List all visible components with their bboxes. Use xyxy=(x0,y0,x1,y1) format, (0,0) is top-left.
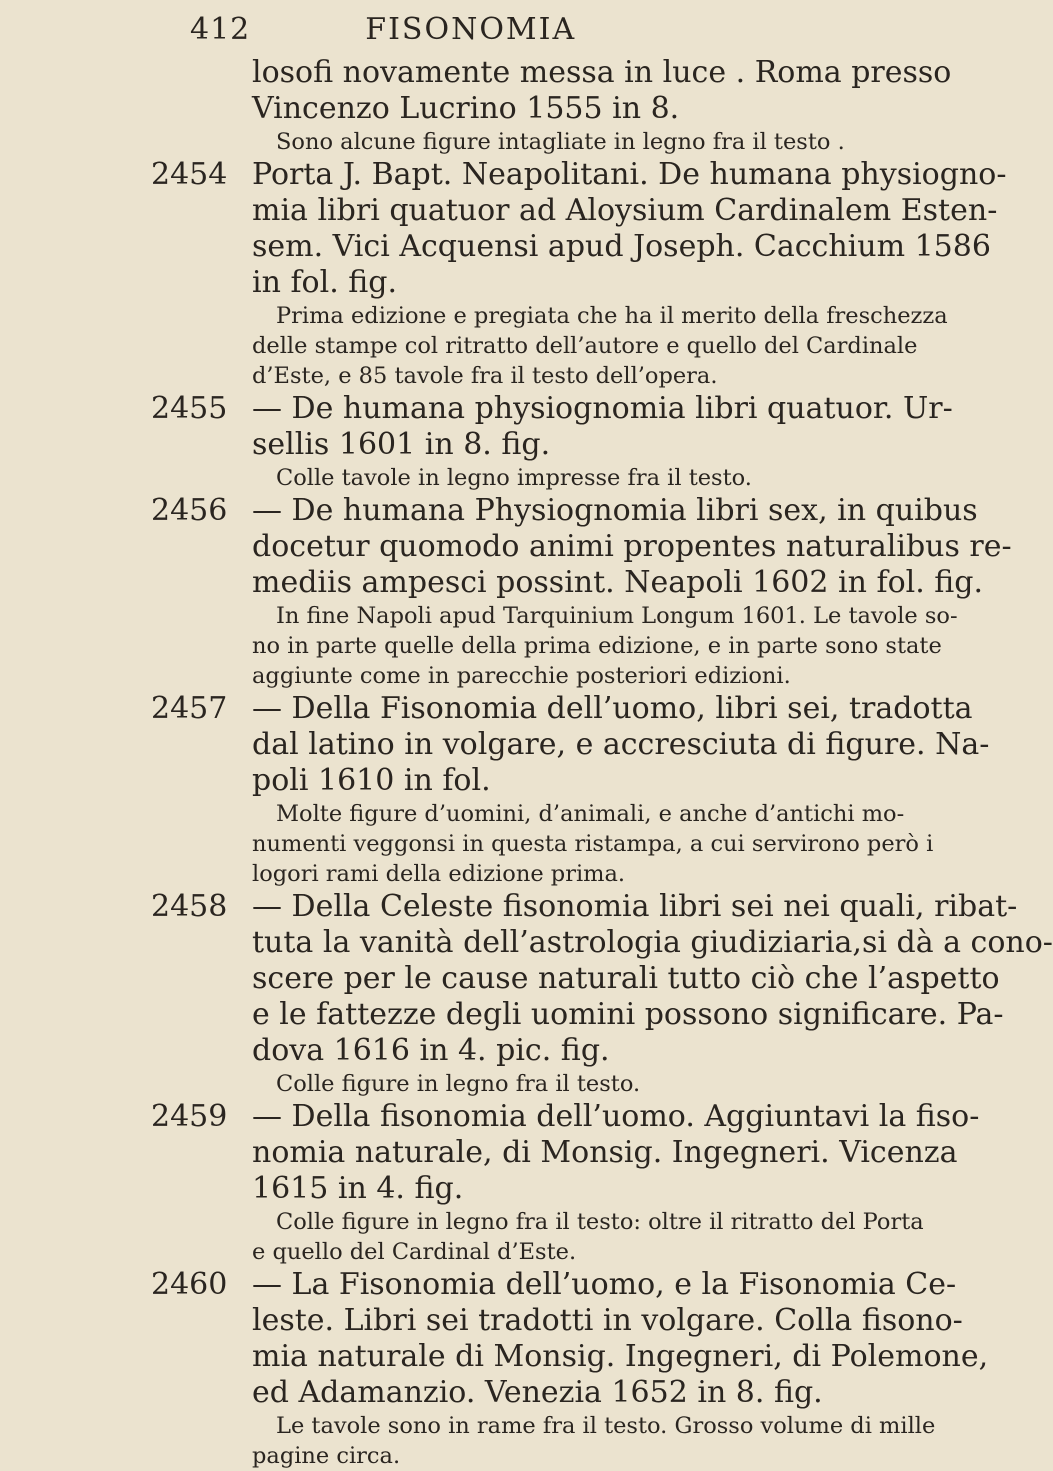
line-text: dal latino in volgare, e accresciuta di figure. Na- xyxy=(252,727,990,762)
note-line xyxy=(0,331,918,361)
text-line xyxy=(0,493,978,529)
line-text: losofi novamente messa in luce . Roma presso xyxy=(252,55,952,90)
page-body xyxy=(0,55,1053,1471)
line-text: docetur quomodo animi propentes naturalibus re- xyxy=(252,529,1012,564)
note-line xyxy=(0,127,845,157)
note-line xyxy=(0,1441,800,1471)
line-text: Sono alcune figure intagliate in legno fra il testo . xyxy=(276,129,845,155)
text-line xyxy=(0,55,952,91)
entry-number: 2459 xyxy=(151,1099,228,1134)
text-line xyxy=(0,157,1007,193)
text-line xyxy=(0,1375,823,1411)
line-text: scere per le cause naturali tutto ciò che l’aspetto xyxy=(252,961,1000,996)
line-text: poli 1610 in fol. xyxy=(252,763,491,798)
note-line xyxy=(0,361,800,391)
line-text: sellis 1601 in 8. fig. xyxy=(252,427,551,462)
line-text: ed Adamanzio. Venezia 1652 in 8. fig. xyxy=(252,1375,823,1410)
line-text: — Della Fisonomia dell’uomo, libri sei, tradotta xyxy=(252,691,973,726)
text-line xyxy=(0,691,973,727)
line-text: d’Este, e 85 tavole fra il testo dell’opera. xyxy=(252,363,718,389)
note-line xyxy=(0,829,934,859)
text-line xyxy=(0,1339,989,1375)
line-text: mediis ampesci possint. Neapoli 1602 in fol. fig. xyxy=(252,565,984,600)
text-line xyxy=(0,529,1012,565)
entry-number: 2456 xyxy=(151,493,228,528)
note-line xyxy=(0,601,958,631)
text-line xyxy=(0,1135,958,1171)
text-line xyxy=(0,763,800,799)
entry-number: 2458 xyxy=(151,889,228,924)
line-text: logori rami della edizione prima. xyxy=(252,861,626,887)
note-line xyxy=(0,301,948,331)
line-text: nomia naturale, di Monsig. Ingegneri. Vicenza xyxy=(252,1135,958,1170)
text-line xyxy=(0,91,800,127)
line-text: Porta J. Bapt. Neapolitani. De humana physiogno- xyxy=(252,157,1007,192)
line-text: in fol. fig. xyxy=(252,265,398,300)
line-text: In fine Napoli apud Tarquinium Longum 1601. Le tavole so- xyxy=(276,603,958,629)
line-text: mia libri quatuor ad Aloysium Cardinalem Esten- xyxy=(252,193,998,228)
line-text: tuta la vanità dell’astrologia giudiziaria,si dà a cono- xyxy=(252,925,1053,960)
text-line xyxy=(0,391,953,427)
entry-number: 2460 xyxy=(151,1267,228,1302)
line-text: — La Fisonomia dell’uomo, e la Fisonomia Ce- xyxy=(252,1267,957,1302)
note-line xyxy=(0,799,905,829)
text-line xyxy=(0,1033,800,1069)
line-text: 1615 in 4. fig. xyxy=(252,1171,464,1206)
line-text: pagine circa. xyxy=(252,1443,401,1469)
text-line xyxy=(0,1267,957,1303)
text-line xyxy=(0,193,998,229)
line-text: Vincenzo Lucrino 1555 in 8. xyxy=(252,91,680,126)
line-text: Colle figure in legno fra il testo: oltre il ritratto del Porta xyxy=(276,1209,924,1235)
line-text: dova 1616 in 4. pic. fig. xyxy=(252,1033,610,1068)
line-text: no in parte quelle della prima edizione, e in parte sono state xyxy=(252,633,942,659)
text-line xyxy=(0,925,1053,961)
line-text: Colle tavole in legno impresse fra il testo. xyxy=(276,465,752,491)
text-line xyxy=(0,889,1018,925)
note-line xyxy=(0,859,800,889)
note-line xyxy=(0,1237,800,1267)
entry-number: 2454 xyxy=(151,157,228,192)
line-text: — De humana Physiognomia libri sex, in quibus xyxy=(252,493,978,528)
entry-number: 2455 xyxy=(151,391,228,426)
line-text: delle stampe col ritratto dell’autore e quello del Cardinale xyxy=(252,333,918,359)
text-line xyxy=(0,1099,980,1135)
text-line xyxy=(0,961,1000,997)
line-text: — Della fisonomia dell’uomo. Aggiuntavi la fiso- xyxy=(252,1099,980,1134)
note-line xyxy=(0,463,800,493)
line-text: — De humana physiognomia libri quatuor. Ur- xyxy=(252,391,953,426)
running-title: FISONOMIA xyxy=(365,12,577,47)
text-line xyxy=(0,727,990,763)
line-text: e le fattezze degli uomini possono significare. Pa- xyxy=(252,997,1004,1032)
note-line xyxy=(0,661,800,691)
line-text: numenti veggonsi in questa ristampa, a cui servirono però i xyxy=(252,831,934,857)
note-line xyxy=(0,1207,924,1237)
line-text: leste. Libri sei tradotti in volgare. Colla fisono- xyxy=(252,1303,963,1338)
page-header xyxy=(190,12,750,52)
note-line xyxy=(0,631,942,661)
text-line xyxy=(0,427,800,463)
text-line xyxy=(0,1303,963,1339)
text-line xyxy=(0,565,984,601)
text-line xyxy=(0,265,800,301)
text-line xyxy=(0,1171,800,1207)
text-line xyxy=(0,997,1004,1033)
line-text: Colle figure in legno fra il testo. xyxy=(276,1071,641,1097)
line-text: Molte figure d’uomini, d’animali, e anche d’antichi mo- xyxy=(276,801,905,827)
line-text: Prima edizione e pregiata che ha il merito della freschezza xyxy=(276,303,948,329)
entry-number: 2457 xyxy=(151,691,228,726)
line-text: Le tavole sono in rame fra il testo. Grosso volume di mille xyxy=(276,1413,936,1439)
line-text: aggiunte come in parecchie posteriori edizioni. xyxy=(252,663,791,689)
line-text: mia naturale di Monsig. Ingegneri, di Polemone, xyxy=(252,1339,989,1374)
page-number: 412 xyxy=(190,12,251,47)
note-line xyxy=(0,1069,800,1099)
note-line xyxy=(0,1411,936,1441)
line-text: sem. Vici Acquensi apud Joseph. Cacchium 1586 xyxy=(252,229,991,264)
text-line xyxy=(0,229,991,265)
line-text: — Della Celeste fisonomia libri sei nei quali, ribat- xyxy=(252,889,1018,924)
line-text: e quello del Cardinal d’Este. xyxy=(252,1239,577,1265)
